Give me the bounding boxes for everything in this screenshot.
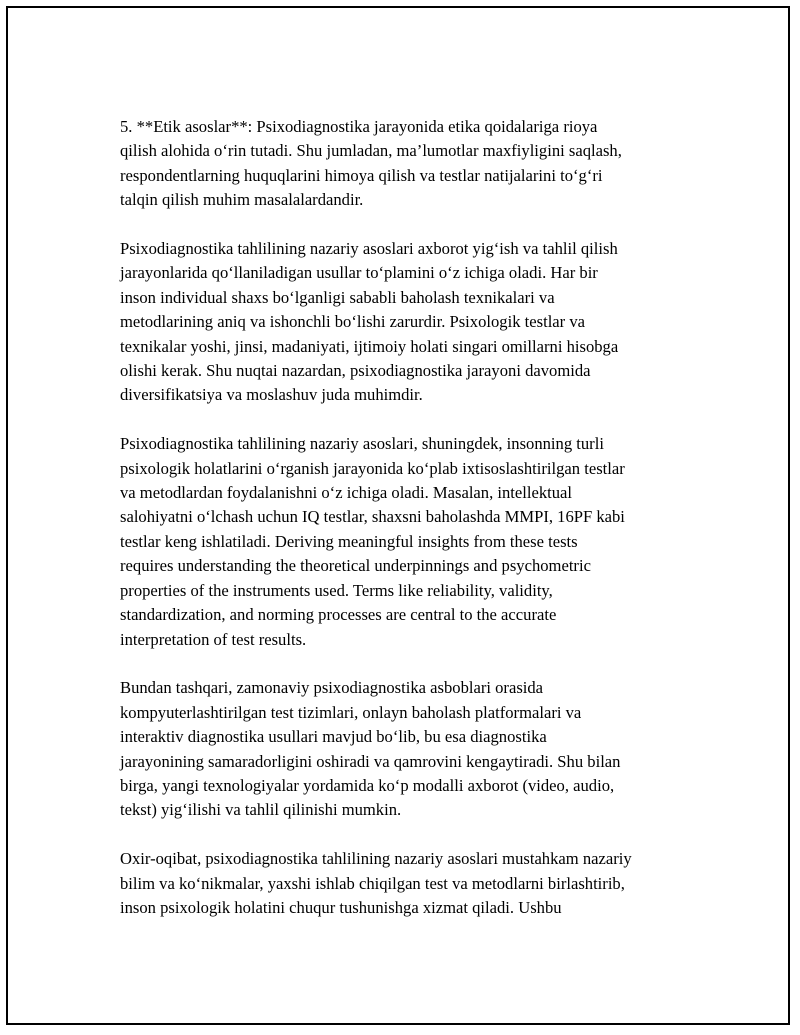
paragraph-modern-tools: Bundan tashqari, zamonaviy psixodiagnostika asboblari orasida kompyuterlashtirilgan test tizimlari, onlayn baholash platformalari va interaktiv diagnostika usullari mavjud bo‘lib, bu esa diagnostika jarayonining samaradorligini oshiradi va qamrovini kengaytiradi. Shu bilan birga, yangi texnologiyalar yordamida ko‘p modalli axborot (video, audio, tekst) yig‘ilishi va tahlil qilinishi mumkin.	[120, 678, 621, 820]
paragraph-ethics: 5. **Etik asoslar**: Psixodiagnostika jarayonida etika qoidalariga rioya qilish alohida o‘rin tutadi. Shu jumladan, ma’lumotlar maxfiyligini saqlash, respondentlarning huquqlarini himoya qilish va testlar natijalarini to‘g‘ri talqin qilish muhim masalalardandir.	[120, 117, 622, 210]
document-body	[120, 115, 700, 920]
document-page	[6, 6, 790, 1025]
paragraph-theoretical-foundations: Psixodiagnostika tahlilining nazariy asoslari axborot yig‘ish va tahlil qilish jarayonlarida qo‘llaniladigan usullar to‘plamini o‘z ichiga oladi. Har bir inson individual shaxs bo‘lganligi sababli baholash texnikalari va metodlarining aniq va ishonchli bo‘lishi zarurdir. Psixologik testlar va texnikalar yoshi, jinsi, madaniyati, ijtimoiy holati singari omillarni hisobga olishi kerak. Shu nuqtai nazardan, psixodiagnostika jarayoni davomida diversifikatsiya va moslashuv juda muhimdir.	[120, 239, 619, 405]
paragraph-specialized-tests: Psixodiagnostika tahlilining nazariy asoslari, shuningdek, insonning turli psixologik holatlarini o‘rganish jarayonida ko‘plab ixtisoslashtirilgan testlar va metodlardan foydalanishni o‘z ichiga oladi. Masalan, intellektual salohiyatni o‘lchash uchun IQ testlar, shaxsni baholashda MMPI, 16PF kabi testlar keng ishlatiladi. Deriving meaningful insights from these tests requires understanding the theoretical underpinnings and psychometric properties of the instruments used. Terms like reliability, validity, standardization, and norming processes are central to the accurate interpretation of test results.	[120, 434, 625, 649]
paragraph-conclusion: Oxir-oqibat, psixodiagnostika tahlilining nazariy asoslari mustahkam nazariy bilim va ko‘nikmalar, yaxshi ishlab chiqilgan test va metodlarni birlashtirib, inson psixologik holatini chuqur tushunishga xizmat qiladi. Ushbu	[120, 849, 632, 917]
